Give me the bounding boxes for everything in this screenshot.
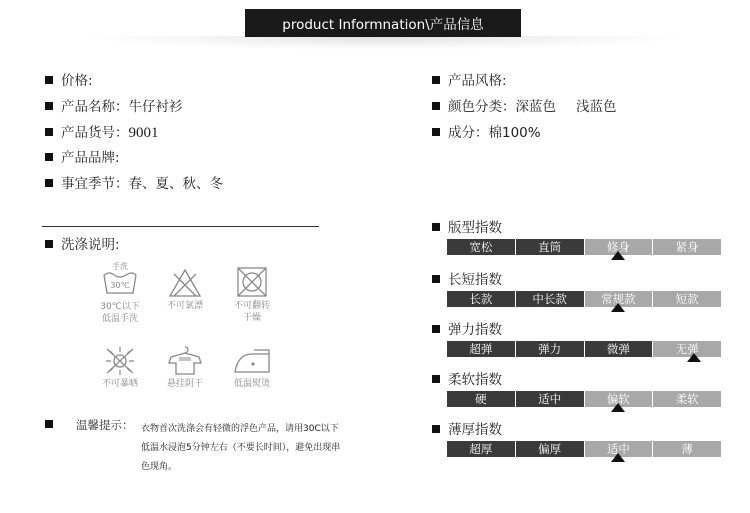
care-caption: 不可翻转 干燥 [233,301,270,323]
hang-dry-shade-icon [167,346,203,376]
info-color [432,94,617,120]
info-season [45,171,223,197]
care-caption: 低温熨烫 [233,379,270,389]
index-option: 修身 [585,239,653,255]
index-option: 偏厚 [516,441,584,457]
index-marker-icon [611,403,625,412]
bullet-icon [45,153,53,161]
care-caption: 30℃以下 低温手洗 [100,302,140,324]
info-label: 产品风格: [448,73,507,89]
bullet-icon [432,325,440,333]
info-value: 棉100% [488,125,541,141]
bullet-icon [432,102,440,110]
index-title: 柔软指数 [448,372,502,388]
index-title: 薄厚指数 [448,422,502,438]
index-option: 柔软 [653,391,721,407]
info-product-name [45,94,223,120]
index-option: 中长款 [516,291,584,307]
bullet-icon [432,223,440,231]
index-length [432,271,732,307]
index-option: 直筒 [516,239,584,255]
no-bleach-icon [168,268,202,298]
index-elasticity [432,321,732,357]
care-caption: 不可氯漂 [166,301,203,311]
index-option: 偏软 [585,391,653,407]
info-value: 牛仔衬衫 [128,99,183,115]
index-marker-icon [611,251,625,260]
info-label: 颜色分类： [448,99,516,115]
index-marker-icon [687,353,701,362]
care-caption: 不可暴晒 [101,379,138,389]
index-softness [432,371,732,407]
index-title: 版型指数 [448,220,502,236]
page-header [245,9,521,37]
info-value: 9001 [128,125,159,141]
header-title: product Informnation\产品信息 [282,17,484,33]
bullet-icon [45,240,53,248]
care-no-bleach [148,268,222,312]
info-label: 事宜季节： [61,176,129,192]
index-title: 弹力指数 [448,322,502,338]
index-option: 薄 [653,441,721,457]
index-option: 宽松 [447,239,515,255]
info-label: 价格: [61,73,93,89]
index-option: 微弹 [585,341,653,357]
bullet-icon [432,76,440,84]
info-value: 春、夏、秋、冬 [128,176,223,192]
hand-wash-tub-text: 30℃ [110,281,130,290]
hand-wash-top-text: 手洗 [112,262,128,271]
washing-title-text: 洗涤说明: [61,237,120,253]
index-option: 适中 [585,441,653,457]
tip-text: 衣物首次洗涤会有轻微的浮色产品，请用30C以下低温水浸泡5分钟左右（不要长时间），避免出现串色现角。 [141,424,341,472]
index-option: 适中 [516,391,584,407]
index-option: 长款 [447,291,515,307]
header-shadow [85,36,685,50]
index-thickness [432,421,732,457]
tip-label: 温馨提示： [76,418,134,432]
no-tumble-dry-icon [236,266,268,298]
no-sun-dry-icon [102,346,138,376]
index-option: 超厚 [447,441,515,457]
info-label: 产品名称： [61,99,129,115]
product-info-right [432,68,617,146]
bullet-icon [45,179,53,187]
washing-title [45,234,120,256]
color-option: 浅蓝色 [576,99,617,115]
index-option: 超弹 [447,341,515,357]
color-option: 深蓝色 [515,99,556,115]
info-material [432,120,617,146]
index-option: 弹力 [516,341,584,357]
care-hand-wash [83,261,157,325]
hand-wash-icon [100,261,140,299]
index-marker-icon [611,453,625,462]
index-option: 短款 [653,291,721,307]
care-no-sun-dry [83,346,157,390]
index-scale [447,441,721,457]
care-no-tumble-dry [215,266,289,324]
info-brand [45,145,223,171]
section-divider [42,226,319,227]
info-label: 产品货号： [61,125,129,141]
index-scale [447,239,721,255]
bullet-icon [45,128,53,136]
index-scale [447,341,721,357]
info-label: 成分： [448,125,489,141]
low-iron-icon [232,346,272,376]
index-title: 长短指数 [448,272,502,288]
bullet-icon [45,420,53,428]
index-fit [432,219,732,255]
product-info-left [45,68,223,197]
info-style [432,68,617,94]
index-option: 常规款 [585,291,653,307]
care-low-iron [215,346,289,390]
index-scale [447,391,721,407]
info-price [45,68,223,94]
bullet-icon [432,275,440,283]
info-label: 产品品牌: [61,150,120,166]
bullet-icon [45,76,53,84]
care-hang-dry-shade [148,346,222,390]
index-marker-icon [611,303,625,312]
index-option: 无弹 [653,341,721,357]
bullet-icon [45,102,53,110]
bullet-icon [432,128,440,136]
index-scale [447,291,721,307]
index-option: 硬 [447,391,515,407]
bullet-icon [432,375,440,383]
index-option: 紧身 [653,239,721,255]
info-item-number [45,120,223,146]
bullet-icon [432,425,440,433]
care-caption: 悬挂阴干 [166,379,203,389]
